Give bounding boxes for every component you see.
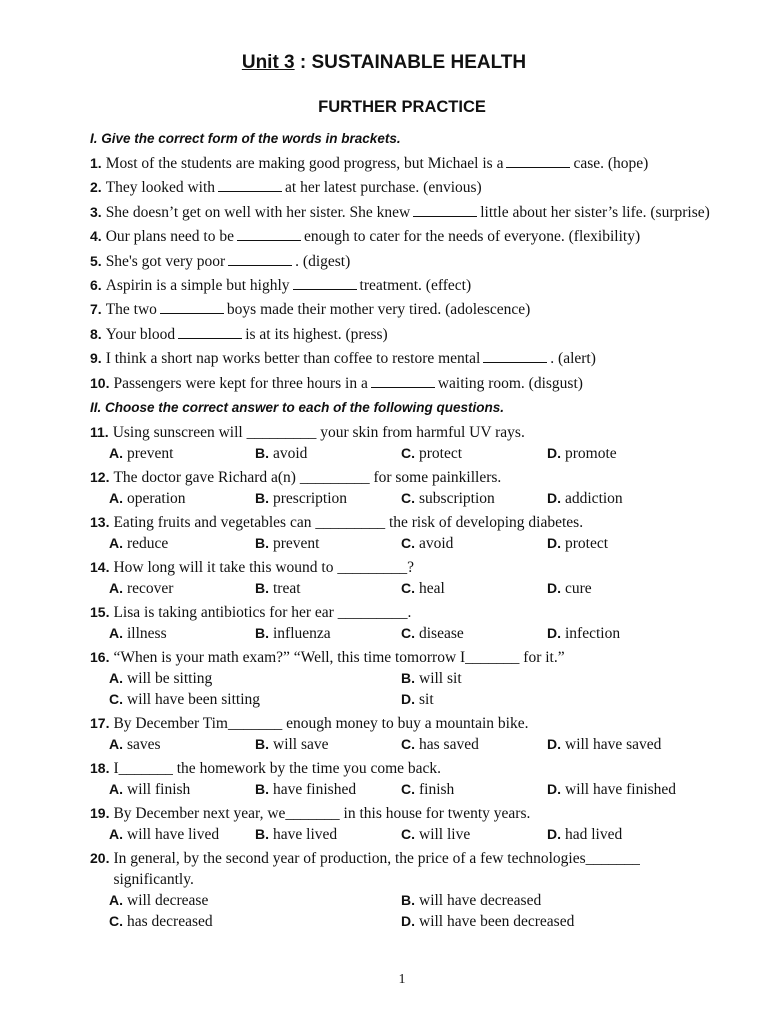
answer-blank[interactable] xyxy=(160,301,224,314)
answer-option[interactable] xyxy=(401,689,693,710)
item-text-before: The two xyxy=(105,301,157,319)
word-form-item xyxy=(90,275,714,296)
question-stem xyxy=(90,758,714,779)
option-text: avoid xyxy=(273,444,308,462)
mcq-question xyxy=(90,422,714,464)
answer-option[interactable] xyxy=(547,443,693,464)
option-letter: C. xyxy=(401,780,415,797)
answer-option[interactable] xyxy=(547,623,693,644)
question-number: 11. xyxy=(90,423,109,440)
option-letter: B. xyxy=(255,735,269,752)
mcq-question xyxy=(90,467,714,509)
mcq-question xyxy=(90,848,714,932)
option-text: will have lived xyxy=(127,825,220,843)
question-text: I_______ the homework by the time you come back. xyxy=(113,759,442,777)
option-text: addiction xyxy=(565,489,623,507)
question-text: How long will it take this wound to _________? xyxy=(113,558,414,576)
option-letter: D. xyxy=(547,444,561,461)
option-text: treat xyxy=(273,579,301,597)
answer-option[interactable] xyxy=(255,734,401,755)
question-stem xyxy=(90,803,714,824)
answer-blank[interactable] xyxy=(228,253,292,266)
word-form-item xyxy=(90,226,714,247)
option-text: have lived xyxy=(273,825,338,843)
answer-option[interactable] xyxy=(255,488,401,509)
option-letter: A. xyxy=(109,534,123,551)
option-text: cure xyxy=(565,579,592,597)
word-form-item xyxy=(90,324,714,345)
item-text-after: is at its highest. (press) xyxy=(245,325,388,343)
answer-option[interactable] xyxy=(255,533,401,554)
item-text-after: . (alert) xyxy=(550,350,596,368)
item-text-before: I think a short nap works better than coffee to restore mental xyxy=(105,350,481,368)
answer-option[interactable] xyxy=(401,911,693,932)
word-form-item xyxy=(90,251,714,272)
question-number: 12. xyxy=(90,468,110,485)
option-letter: A. xyxy=(109,444,123,461)
option-text: protect xyxy=(565,534,609,552)
option-text: will save xyxy=(273,735,329,753)
question-number: 16. xyxy=(90,648,110,665)
answer-blank[interactable] xyxy=(237,228,301,241)
answer-blank[interactable] xyxy=(483,350,547,363)
option-text: protect xyxy=(419,444,463,462)
item-text xyxy=(106,348,714,369)
option-text: will decrease xyxy=(127,891,209,909)
item-number: 7. xyxy=(90,301,102,318)
answer-option[interactable] xyxy=(109,824,255,845)
question-text: Lisa is taking antibiotics for her ear _________. xyxy=(113,603,412,621)
option-letter: A. xyxy=(109,735,123,752)
answer-option[interactable] xyxy=(547,734,693,755)
item-text-before: She doesn’t get on well with her sister. She knew xyxy=(105,203,411,221)
option-text: subscription xyxy=(419,489,495,507)
option-text: had lived xyxy=(565,825,623,843)
item-number: 9. xyxy=(90,350,102,367)
item-text-after: boys made their mother very tired. (adolescence) xyxy=(226,301,531,319)
answer-options xyxy=(109,578,714,599)
option-letter: B. xyxy=(401,669,415,686)
option-text: disease xyxy=(419,624,464,642)
answer-option[interactable] xyxy=(547,779,693,800)
option-text: will have saved xyxy=(565,735,662,753)
item-text-before: She's got very poor xyxy=(105,252,226,270)
option-letter: B. xyxy=(401,891,415,908)
option-letter: D. xyxy=(401,690,415,707)
option-letter: B. xyxy=(255,534,269,551)
option-letter: C. xyxy=(109,690,123,707)
option-text: infection xyxy=(565,624,621,642)
answer-options xyxy=(109,443,714,464)
answer-option[interactable] xyxy=(401,533,547,554)
item-text xyxy=(106,251,714,272)
option-text: prevent xyxy=(127,444,174,462)
answer-option[interactable] xyxy=(401,623,547,644)
answer-options xyxy=(109,824,714,845)
question-stem xyxy=(90,713,714,734)
answer-option[interactable] xyxy=(547,533,693,554)
item-text-after: little about her sister’s life. (surprise) xyxy=(480,203,710,221)
option-letter: C. xyxy=(109,912,123,929)
question-text: By December Tim_______ enough money to buy a mountain bike. xyxy=(113,714,529,732)
answer-option[interactable] xyxy=(255,779,401,800)
word-form-item xyxy=(90,153,714,174)
item-text-before: Most of the students are making good progress, but Michael is a xyxy=(105,155,504,172)
answer-option[interactable] xyxy=(401,734,547,755)
answer-option[interactable] xyxy=(109,689,401,710)
item-number: 3. xyxy=(90,203,102,220)
option-text: finish xyxy=(419,780,455,798)
option-letter: B. xyxy=(255,444,269,461)
question-number: 15. xyxy=(90,603,110,620)
option-text: reduce xyxy=(127,534,169,552)
item-number: 5. xyxy=(90,252,102,269)
answer-blank[interactable] xyxy=(371,375,435,388)
answer-option[interactable] xyxy=(401,443,547,464)
question-stem xyxy=(90,602,714,623)
answer-blank[interactable] xyxy=(413,204,477,217)
option-text: will have decreased xyxy=(419,891,542,909)
mcq-question xyxy=(90,803,714,845)
option-text: will have finished xyxy=(565,780,677,798)
answer-option[interactable] xyxy=(255,824,401,845)
question-stem xyxy=(90,422,714,443)
option-letter: A. xyxy=(109,669,123,686)
question-number: 17. xyxy=(90,714,110,731)
answer-option[interactable] xyxy=(109,623,255,644)
option-text: heal xyxy=(419,579,445,597)
answer-option[interactable] xyxy=(401,578,547,599)
option-text: sit xyxy=(419,690,434,708)
question-number: 20. xyxy=(90,849,110,866)
question-number: 13. xyxy=(90,513,110,530)
answer-option[interactable] xyxy=(109,488,255,509)
question-text: By December next year, we_______ in this house for twenty years. xyxy=(113,804,531,822)
answer-options xyxy=(109,533,714,554)
word-form-item xyxy=(90,373,714,394)
question-number: 18. xyxy=(90,759,110,776)
answer-option[interactable] xyxy=(547,824,693,845)
option-text: have finished xyxy=(273,780,357,798)
unit-label: Unit 3 xyxy=(241,52,295,73)
item-text-after: enough to cater for the needs of everyone. (flexibility) xyxy=(303,228,641,246)
option-text: recover xyxy=(127,579,174,597)
option-letter: A. xyxy=(109,579,123,596)
item-text xyxy=(106,299,714,320)
item-number: 6. xyxy=(90,276,102,293)
answer-option[interactable] xyxy=(109,443,255,464)
answer-option[interactable] xyxy=(109,734,255,755)
item-text xyxy=(106,226,714,247)
mcq-question xyxy=(90,713,714,755)
item-text-after: treatment. (effect) xyxy=(359,276,472,294)
option-text: saves xyxy=(127,735,161,753)
item-text-after: case. (hope) xyxy=(573,155,649,172)
answer-option[interactable] xyxy=(401,824,547,845)
section-2-list xyxy=(90,422,714,932)
question-number: 19. xyxy=(90,804,110,821)
answer-options xyxy=(109,623,714,644)
option-text: will finish xyxy=(127,780,191,798)
option-letter: C. xyxy=(401,735,415,752)
option-letter: C. xyxy=(401,534,415,551)
option-text: will be sitting xyxy=(127,669,213,687)
answer-option[interactable] xyxy=(255,443,401,464)
answer-options xyxy=(109,668,714,710)
option-letter: C. xyxy=(401,579,415,596)
answer-blank[interactable] xyxy=(506,155,570,168)
answer-options xyxy=(109,779,714,800)
question-stem xyxy=(90,557,714,578)
section-1-list xyxy=(90,153,714,394)
option-letter: D. xyxy=(547,735,561,752)
option-letter: C. xyxy=(401,624,415,641)
question-stem xyxy=(90,512,714,533)
item-text-before: They looked with xyxy=(105,179,216,197)
option-letter: B. xyxy=(255,780,269,797)
item-number: 10. xyxy=(90,374,110,391)
unit-title: : SUSTAINABLE HEALTH xyxy=(294,52,527,73)
item-text xyxy=(106,177,714,198)
page-title xyxy=(0,52,768,74)
option-text: avoid xyxy=(419,534,454,552)
option-letter: D. xyxy=(547,489,561,506)
option-text: promote xyxy=(565,444,617,462)
option-letter: B. xyxy=(255,825,269,842)
option-letter: A. xyxy=(109,489,123,506)
option-text: prevent xyxy=(273,534,320,552)
question-stem xyxy=(90,848,714,890)
item-text-after: at her latest purchase. (envious) xyxy=(285,179,482,197)
option-text: will have been decreased xyxy=(419,912,575,930)
answer-option[interactable] xyxy=(109,890,401,911)
item-number: 1. xyxy=(90,155,102,171)
item-text-before: Passengers were kept for three hours in a xyxy=(113,374,368,392)
option-letter: A. xyxy=(109,624,123,641)
answer-option[interactable] xyxy=(109,668,401,689)
item-number: 4. xyxy=(90,228,102,245)
answer-option[interactable] xyxy=(547,488,693,509)
item-text xyxy=(106,202,714,223)
mcq-question xyxy=(90,647,714,710)
item-text-after: waiting room. (disgust) xyxy=(437,374,583,392)
option-text: has saved xyxy=(419,735,479,753)
item-text-after: . (digest) xyxy=(295,252,351,270)
answer-option[interactable] xyxy=(401,779,547,800)
option-letter: D. xyxy=(547,624,561,641)
answer-option[interactable] xyxy=(109,911,401,932)
question-text: Eating fruits and vegetables can _________ the risk of developing diabetes. xyxy=(113,513,584,531)
worksheet-content xyxy=(90,131,714,935)
item-text xyxy=(106,275,714,296)
mcq-question xyxy=(90,557,714,599)
option-letter: D. xyxy=(547,534,561,551)
option-text: has decreased xyxy=(127,912,213,930)
option-text: prescription xyxy=(273,489,348,507)
question-stem xyxy=(90,467,714,488)
option-letter: D. xyxy=(401,912,415,929)
item-text-before: Your blood xyxy=(105,325,176,343)
word-form-item xyxy=(90,202,714,223)
word-form-item xyxy=(90,177,714,198)
option-text: will live xyxy=(419,825,471,843)
option-letter: B. xyxy=(255,624,269,641)
section-2-heading: II. Choose the correct answer to each of the following questions. xyxy=(90,399,505,415)
question-text: “When is your math exam?” “Well, this time tomorrow I_______ for it.” xyxy=(113,648,565,666)
mcq-question xyxy=(90,512,714,554)
option-letter: D. xyxy=(547,579,561,596)
question-number: 14. xyxy=(90,558,110,575)
option-text: will sit xyxy=(419,669,462,687)
answer-option[interactable] xyxy=(109,533,255,554)
page-subtitle: FURTHER PRACTICE xyxy=(318,98,486,116)
option-letter: D. xyxy=(547,780,561,797)
answer-blank[interactable] xyxy=(178,326,242,339)
option-letter: A. xyxy=(109,825,123,842)
answer-options xyxy=(109,734,714,755)
option-letter: C. xyxy=(401,444,415,461)
item-text-before: Our plans need to be xyxy=(105,228,234,246)
question-text: Using sunscreen will _________ your skin from harmful UV rays. xyxy=(112,423,525,441)
item-text-before: Aspirin is a simple but highly xyxy=(105,276,290,294)
question-stem xyxy=(90,647,714,668)
option-letter: A. xyxy=(109,891,123,908)
answer-blank[interactable] xyxy=(293,277,357,290)
option-letter: C. xyxy=(401,825,415,842)
option-letter: C. xyxy=(401,489,415,506)
answer-option[interactable] xyxy=(401,668,693,689)
answer-option[interactable] xyxy=(547,578,693,599)
mcq-question xyxy=(90,758,714,800)
option-text: will have been sitting xyxy=(127,690,261,708)
word-form-item xyxy=(90,348,714,369)
question-text: The doctor gave Richard a(n) _________ for some painkillers. xyxy=(113,468,502,486)
option-letter: B. xyxy=(255,489,269,506)
option-text: operation xyxy=(127,489,186,507)
item-number: 8. xyxy=(90,325,102,342)
answer-option[interactable] xyxy=(401,488,547,509)
item-text xyxy=(106,324,714,345)
answer-option[interactable] xyxy=(109,578,255,599)
question-text: In general, by the second year of production, the price of a few technologies_______ significantly. xyxy=(113,849,640,888)
answer-option[interactable] xyxy=(255,578,401,599)
answer-options xyxy=(109,488,714,509)
answer-option[interactable] xyxy=(255,623,401,644)
answer-options xyxy=(109,890,714,932)
answer-option[interactable] xyxy=(109,779,255,800)
answer-option[interactable] xyxy=(401,890,693,911)
item-text xyxy=(113,373,714,394)
option-letter: D. xyxy=(547,825,561,842)
option-text: influenza xyxy=(273,624,331,642)
mcq-question xyxy=(90,602,714,644)
answer-blank[interactable] xyxy=(218,179,282,192)
section-1-heading: I. Give the correct form of the words in brackets. xyxy=(90,131,401,146)
item-number: 2. xyxy=(90,179,102,196)
word-form-item xyxy=(90,299,714,320)
item-text xyxy=(106,153,714,174)
option-letter: B. xyxy=(255,579,269,596)
page-number: 1 xyxy=(398,972,406,987)
option-text: illness xyxy=(127,624,167,642)
option-letter: A. xyxy=(109,780,123,797)
